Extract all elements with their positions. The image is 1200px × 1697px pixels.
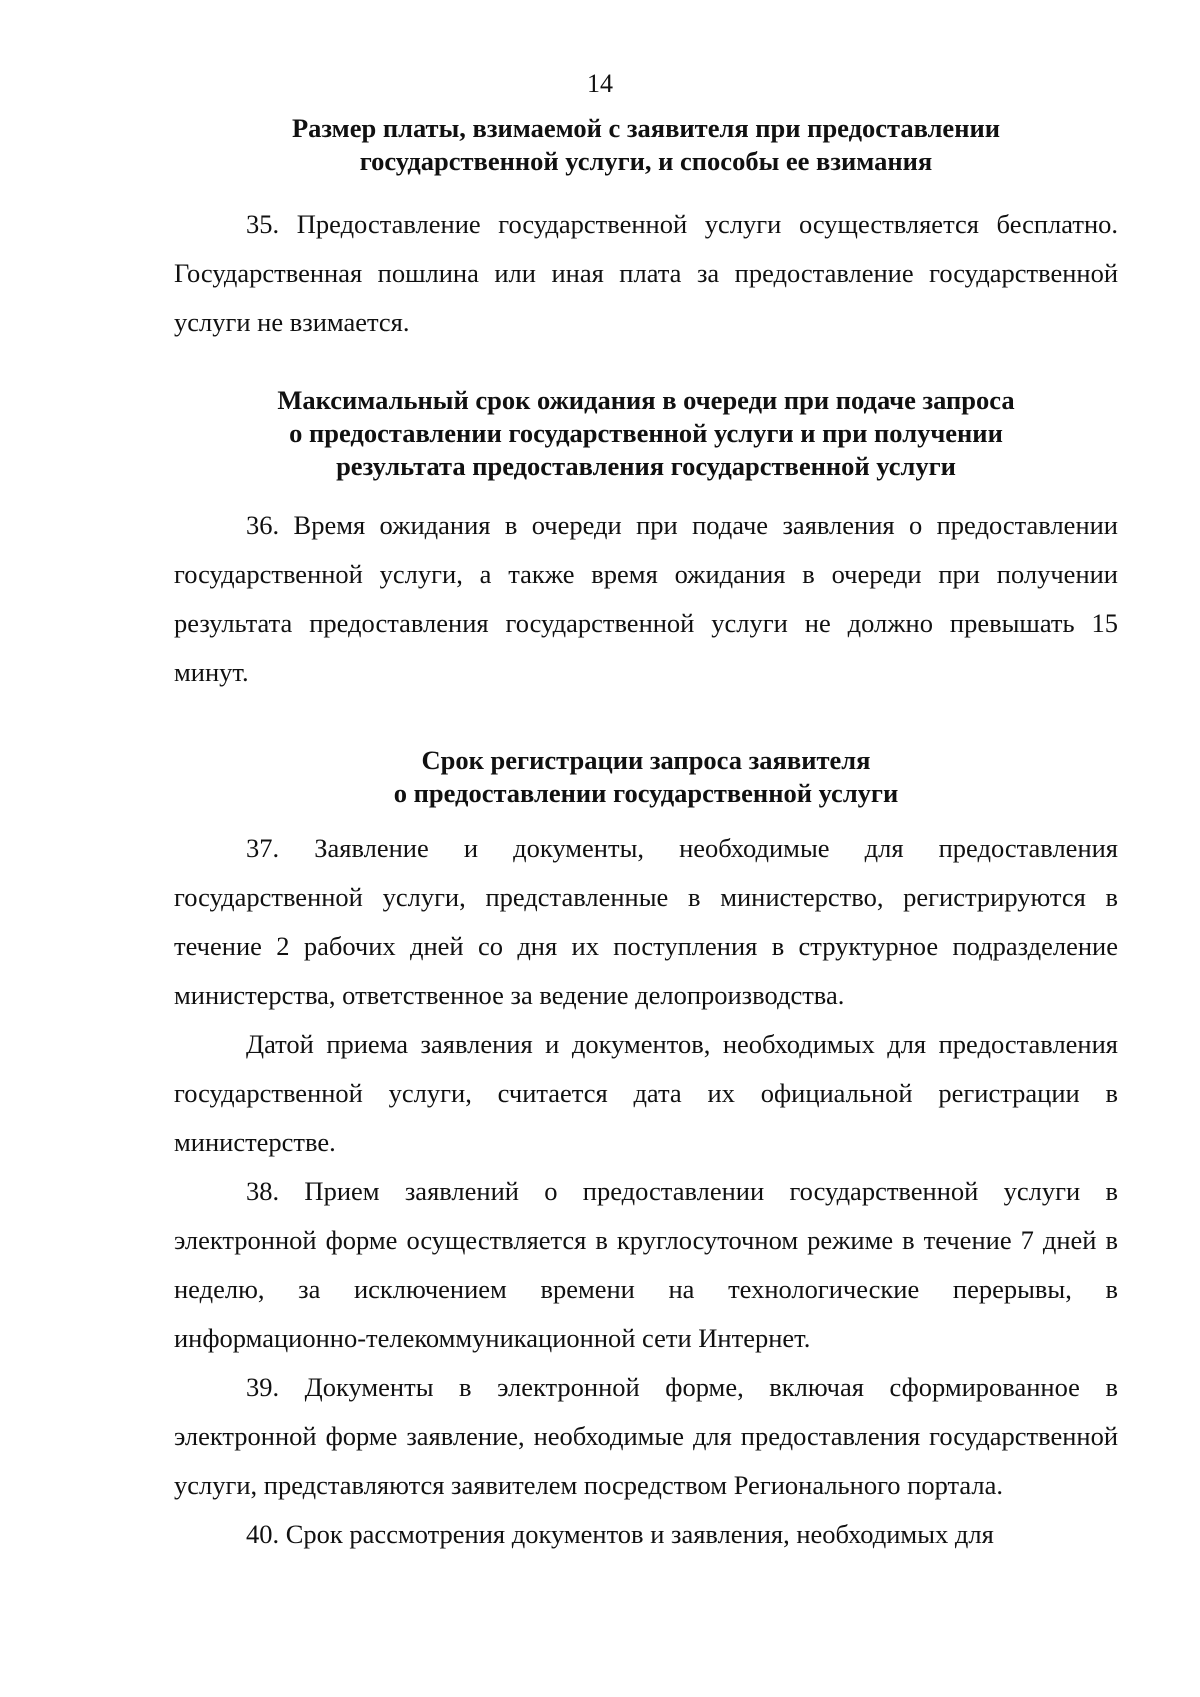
heading-line: Размер платы, взимаемой с заявителя при предоставлении <box>291 113 1001 143</box>
document-body <box>174 112 1118 1559</box>
section-heading-fee <box>174 112 1118 178</box>
paragraph-38: 38. Прием заявлений о предоставлении государственной услуги в электронной форме осуществляется в круглосуточном режиме в течение 7 дней в неделю, за исключением времени на технологические перерывы, в информационно-телекоммуникационной сети Интернет. <box>174 1176 1118 1353</box>
paragraph-40: 40. Срок рассмотрения документов и заявления, необходимых для <box>246 1519 994 1549</box>
section-heading-queue-time <box>174 384 1118 483</box>
paragraph-36: 36. Время ожидания в очереди при подаче заявления о предоставлении государственной услуги, а также время ожидания в очереди при получении результата предоставления государственной услуги не должно превышать 15 минут. <box>174 510 1118 687</box>
paragraph-39: 39. Документы в электронной форме, включая сформированное в электронной форме заявление, необходимые для предоставления государственной услуги, представляются заявителем посредством Регионального портала. <box>174 1372 1118 1500</box>
paragraph-37-acceptance-date: Датой приема заявления и документов, необходимых для предоставления государственной услуги, считается дата их официальной регистрации в министерстве. <box>174 1029 1118 1157</box>
paragraph-35: 35. Предоставление государственной услуги осуществляется бесплатно. Государственная пошлина или иная плата за предоставление государственной услуги не взимается. <box>174 209 1118 337</box>
heading-line: о предоставлении государственной услуги и при получении <box>289 418 1003 448</box>
page-number: 14 <box>587 69 613 98</box>
heading-line: Максимальный срок ожидания в очереди при подаче запроса <box>277 385 1015 415</box>
heading-line: государственной услуги, и способы ее взимания <box>359 146 933 176</box>
heading-line: о предоставлении государственной услуги <box>393 778 899 808</box>
heading-line: Срок регистрации запроса заявителя <box>421 745 871 775</box>
heading-line: результата предоставления государственной услуги <box>336 451 956 481</box>
section-heading-registration <box>174 744 1118 810</box>
paragraph-37: 37. Заявление и документы, необходимые для предоставления государственной услуги, представленные в министерство, регистрируются в течение 2 рабочих дней со дня их поступления в структурное подразделение министерства, ответственное за ведение делопроизводства. <box>174 833 1118 1010</box>
